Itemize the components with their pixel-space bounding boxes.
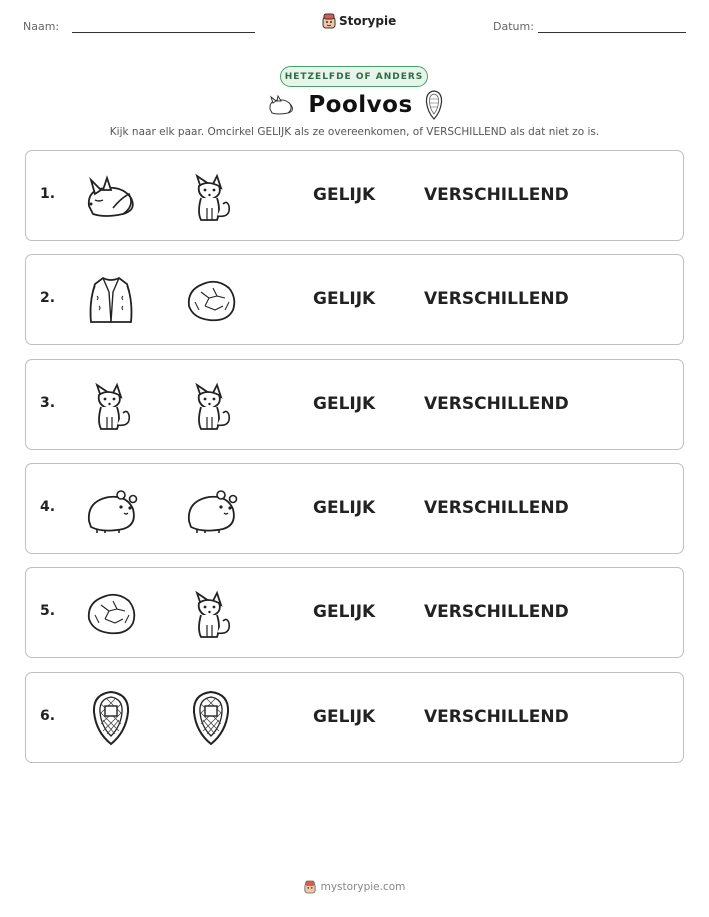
storypie-mascot-icon xyxy=(322,13,336,29)
name-label: Naam: xyxy=(23,20,60,33)
snowshoe-icon xyxy=(83,690,139,746)
lemming-icon xyxy=(83,481,139,537)
same-option[interactable]: GELIJK xyxy=(313,185,376,205)
date-line[interactable] xyxy=(538,32,686,33)
name-line[interactable] xyxy=(72,32,255,33)
exercise-row xyxy=(25,359,684,450)
worksheet-type-badge: HETZELFDE OF ANDERS xyxy=(280,66,428,87)
sitting-fox-icon xyxy=(183,585,239,641)
sleeping-fox-icon xyxy=(266,94,296,116)
different-option[interactable]: VERSCHILLEND xyxy=(424,602,569,623)
same-option[interactable]: GELIJK xyxy=(313,393,376,414)
exercise-row xyxy=(25,254,684,345)
same-option[interactable]: GELIJK xyxy=(313,497,376,518)
storypie-mascot-icon xyxy=(304,880,316,894)
exercise-row xyxy=(25,150,684,241)
different-option[interactable]: VERSCHILLEND xyxy=(424,185,569,205)
date-label: Datum: xyxy=(493,20,534,33)
footer-url[interactable]: mystorypie.com xyxy=(320,881,406,893)
snowshoe-icon xyxy=(183,690,239,746)
different-option[interactable]: VERSCHILLEND xyxy=(424,497,569,518)
fur-coat-icon xyxy=(83,272,139,328)
instructions: Kijk naar elk paar. Omcirkel GELIJK als ze overeenkomen, of VERSCHILLEND als dat niet zo is. xyxy=(109,126,600,138)
same-option[interactable]: GELIJK xyxy=(313,706,376,727)
lemming-icon xyxy=(183,481,239,537)
item-number: 2. xyxy=(40,290,56,307)
same-option[interactable]: GELIJK xyxy=(313,289,376,310)
different-option[interactable]: VERSCHILLEND xyxy=(424,289,569,310)
rock-icon xyxy=(83,585,139,641)
rock-icon xyxy=(183,272,239,328)
different-option[interactable]: VERSCHILLEND xyxy=(424,393,569,414)
sleeping-fox-icon xyxy=(83,168,139,224)
exercise-row xyxy=(25,463,684,554)
same-option[interactable]: GELIJK xyxy=(313,602,376,623)
page-title: Poolvos xyxy=(308,92,413,118)
different-option[interactable]: VERSCHILLEND xyxy=(424,706,569,727)
brand-name: Storypie xyxy=(339,14,397,28)
storypie-logo xyxy=(322,13,396,29)
snowshoe-icon xyxy=(425,90,443,120)
sitting-fox-icon xyxy=(183,377,239,433)
sitting-fox-icon xyxy=(183,168,239,224)
sitting-fox-icon xyxy=(83,377,139,433)
footer xyxy=(0,880,709,894)
item-number: 5. xyxy=(40,603,56,620)
title-row xyxy=(0,90,709,120)
exercise-row xyxy=(25,567,684,658)
item-number: 6. xyxy=(40,707,56,724)
item-number: 1. xyxy=(40,186,56,202)
item-number: 4. xyxy=(40,498,56,515)
exercise-row xyxy=(25,672,684,763)
item-number: 3. xyxy=(40,394,56,411)
